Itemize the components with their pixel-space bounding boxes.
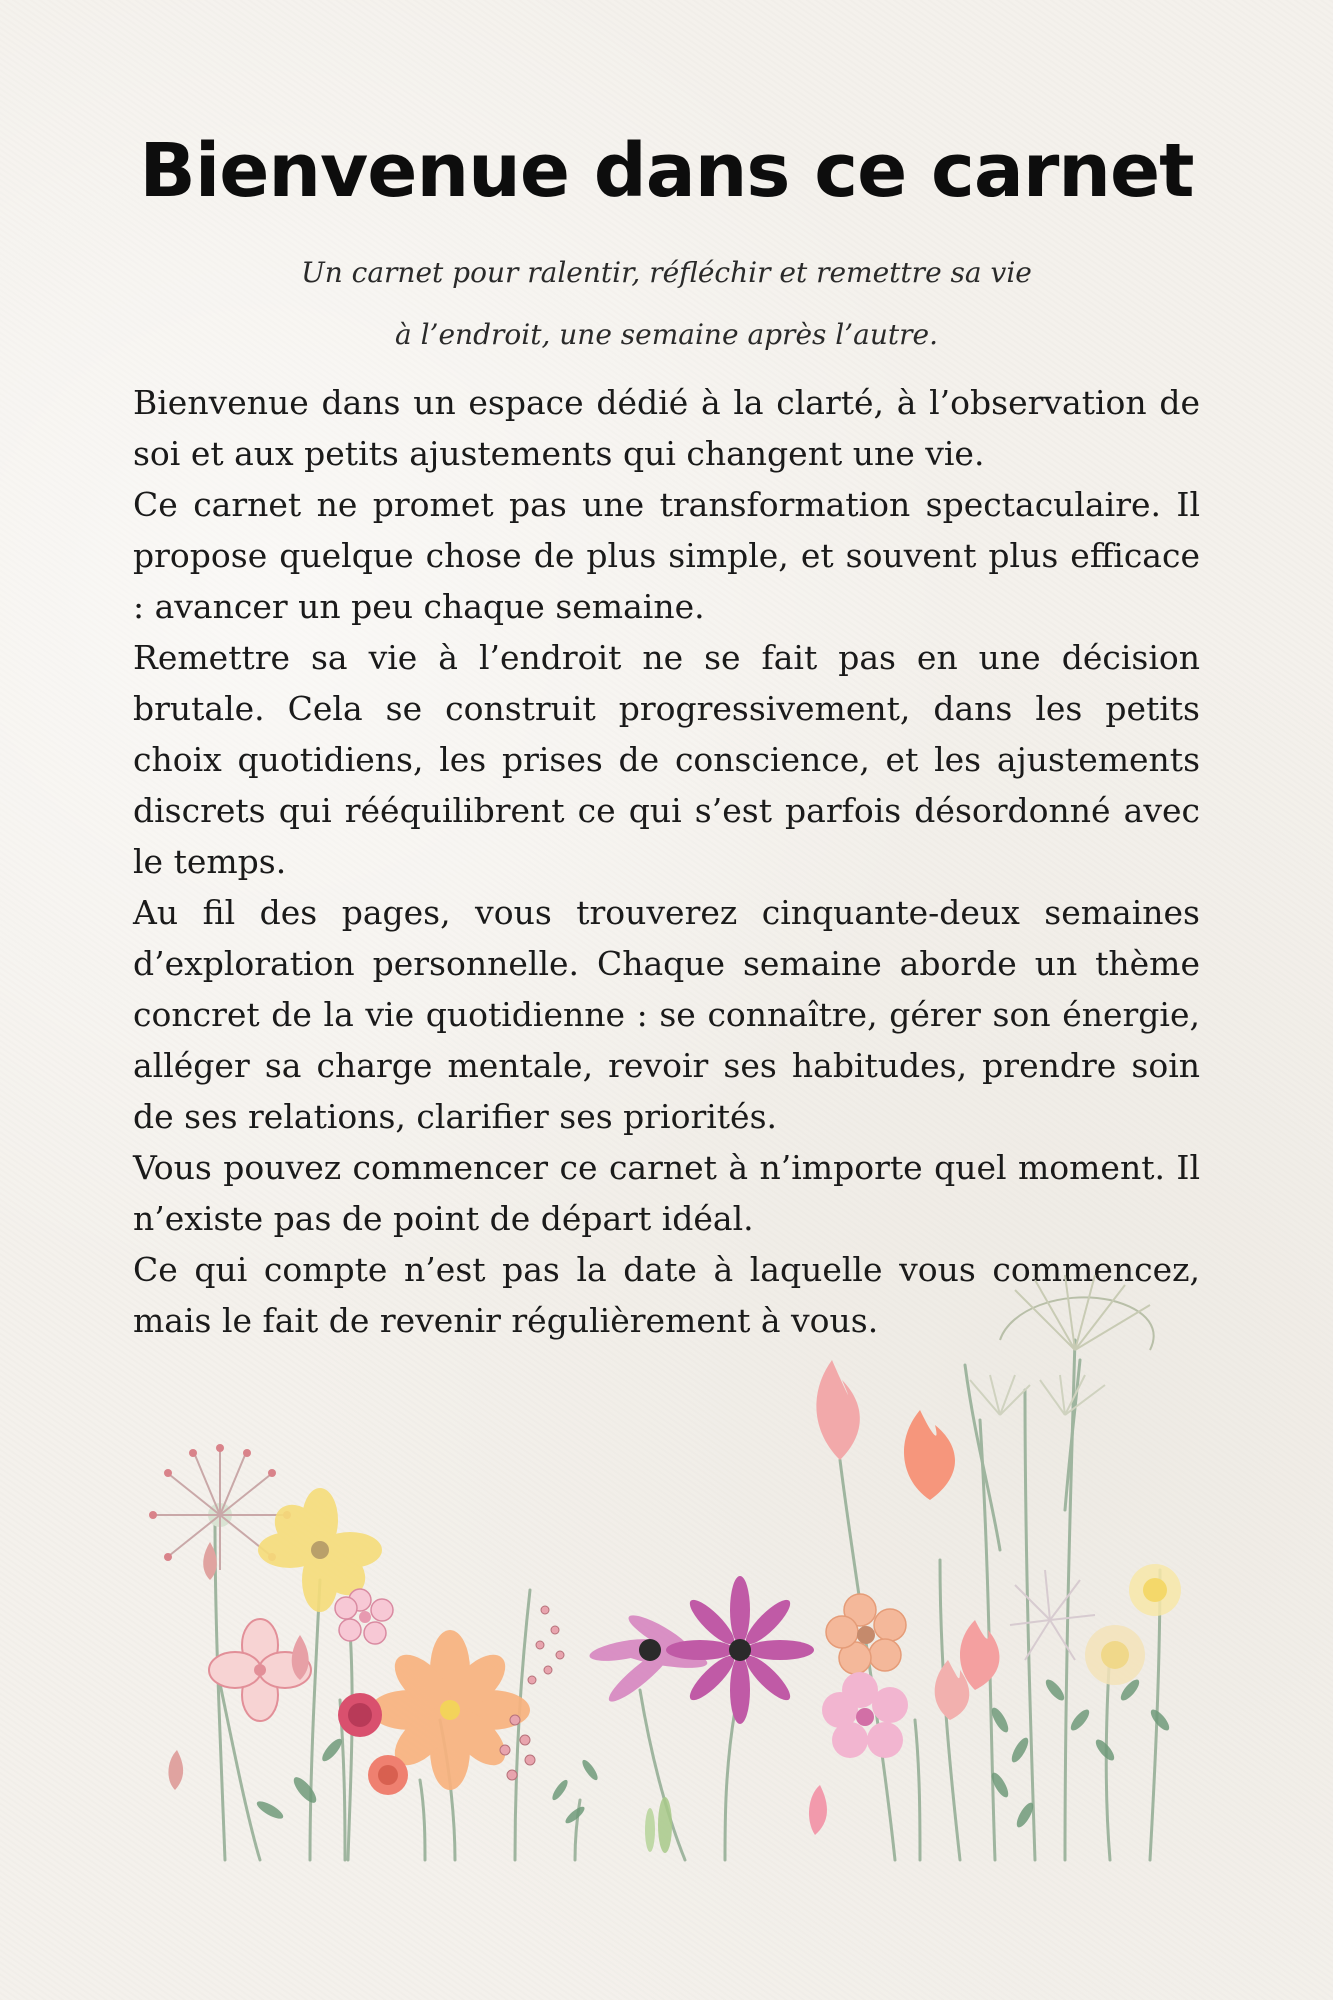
pink-star-flower — [822, 1672, 908, 1758]
paragraph-1: Bienvenue dans un espace dédié à la clarté, à l’observation de soi et aux petits ajustements qui changent une vie. — [133, 383, 1200, 473]
paragraph-4: Au fil des pages, vous trouverez cinquante-deux semaines d’exploration personnelle. Chaque semaine aborde un thème concret de la vie quotidienne : se connaître, gérer son énergie, alléger sa charge mentale, revoir ses habitudes, prendre soin de ses relations, clarifier ses priorités. — [133, 893, 1200, 1136]
wildflower-illustration — [120, 1250, 1220, 1870]
paragraph-3: Remettre sa vie à l’endroit ne se fait pas en une décision brutale. Cela se construit progressivement, dans les petits choix quotidiens, les prises de conscience, et les ajustements discrets qui rééquilibrent ce qui s’est parfois désordonné avec le temps. — [133, 638, 1200, 881]
peach-flower — [826, 1594, 906, 1674]
pale-yellow-pompoms — [1085, 1564, 1181, 1685]
magenta-coneflowers — [588, 1576, 814, 1724]
subtitle-line-1: Un carnet pour ralentir, réfléchir et remettre sa vie — [301, 256, 1032, 289]
page-title: Bienvenue dans ce carnet — [139, 128, 1194, 214]
umbel-flowers — [970, 1275, 1154, 1660]
paragraph-6: Ce qui compte n’est pas la date à laquelle vous commencez, mais le fait de revenir régulièrement à vous. — [133, 1250, 1200, 1340]
subtitle — [0, 242, 1333, 366]
paragraph-5: Vous pouvez commencer ce carnet à n’importe quel moment. Il n’existe pas de point de départ idéal. — [133, 1148, 1200, 1238]
small-pink-flower — [335, 1589, 393, 1644]
body-text — [133, 377, 1200, 1346]
paragraph-2: Ce carnet ne promet pas une transformation spectaculaire. Il propose quelque chose de plus simple, et souvent plus efficace : avancer un peu chaque semaine. — [133, 485, 1200, 626]
subtitle-line-2: à l’endroit, une semaine après l’autre. — [395, 318, 938, 351]
